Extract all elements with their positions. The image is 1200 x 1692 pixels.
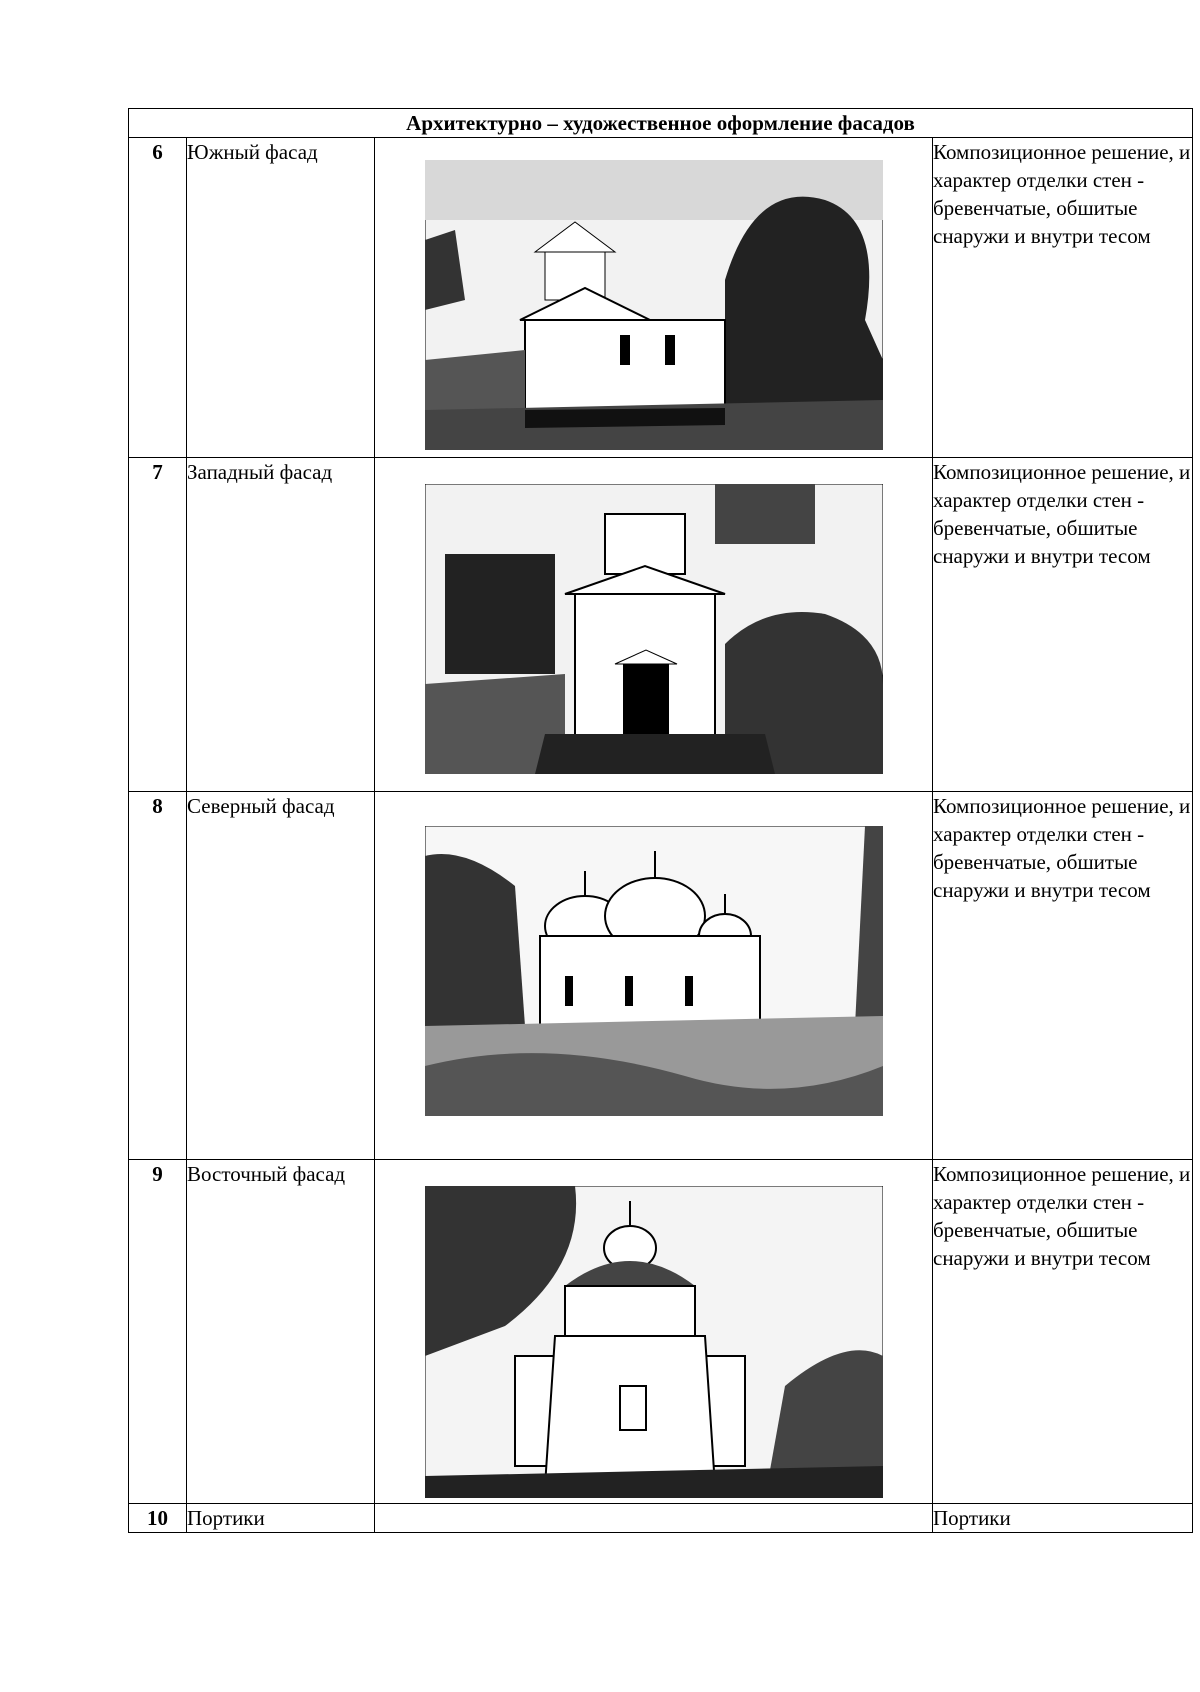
- facade-description: Композиционное решение, и характер отделки стен - бревенчатые, обшитые снаружи и внутри тесом: [933, 138, 1193, 458]
- church-south-facade-photo: [425, 160, 883, 450]
- photo-cell: [375, 792, 933, 1160]
- church-north-facade-photo: [425, 826, 883, 1116]
- table-row: [129, 792, 1193, 1160]
- section-header-row: [129, 109, 1193, 138]
- facades-table: [128, 108, 1193, 1533]
- photo-cell: [375, 1504, 933, 1533]
- facade-description: Композиционное решение, и характер отделки стен - бревенчатые, обшитые снаружи и внутри тесом: [933, 458, 1193, 792]
- facade-name: Южный фасад: [187, 138, 375, 458]
- photo-cell: [375, 458, 933, 792]
- facade-name: Портики: [187, 1504, 375, 1533]
- photo-cell: [375, 1160, 933, 1504]
- table-row: [129, 1160, 1193, 1504]
- facade-description: Композиционное решение, и характер отделки стен - бревенчатые, обшитые снаружи и внутри тесом: [933, 792, 1193, 1160]
- table-row: [129, 1504, 1193, 1533]
- facade-description: Портики: [933, 1504, 1193, 1533]
- facade-name: Северный фасад: [187, 792, 375, 1160]
- row-number: 7: [129, 458, 187, 792]
- facade-name: Западный фасад: [187, 458, 375, 792]
- row-number: 9: [129, 1160, 187, 1504]
- church-east-facade-photo: [425, 1186, 883, 1498]
- photo-cell: [375, 138, 933, 458]
- facade-name: Восточный фасад: [187, 1160, 375, 1504]
- row-number: 6: [129, 138, 187, 458]
- section-title: Архитектурно – художественное оформление фасадов: [129, 109, 1193, 138]
- row-number: 8: [129, 792, 187, 1160]
- table-row: [129, 138, 1193, 458]
- row-number: 10: [129, 1504, 187, 1533]
- facade-description: Композиционное решение, и характер отделки стен - бревенчатые, обшитые снаружи и внутри тесом: [933, 1160, 1193, 1504]
- table-row: [129, 458, 1193, 792]
- church-west-facade-photo: [425, 484, 883, 774]
